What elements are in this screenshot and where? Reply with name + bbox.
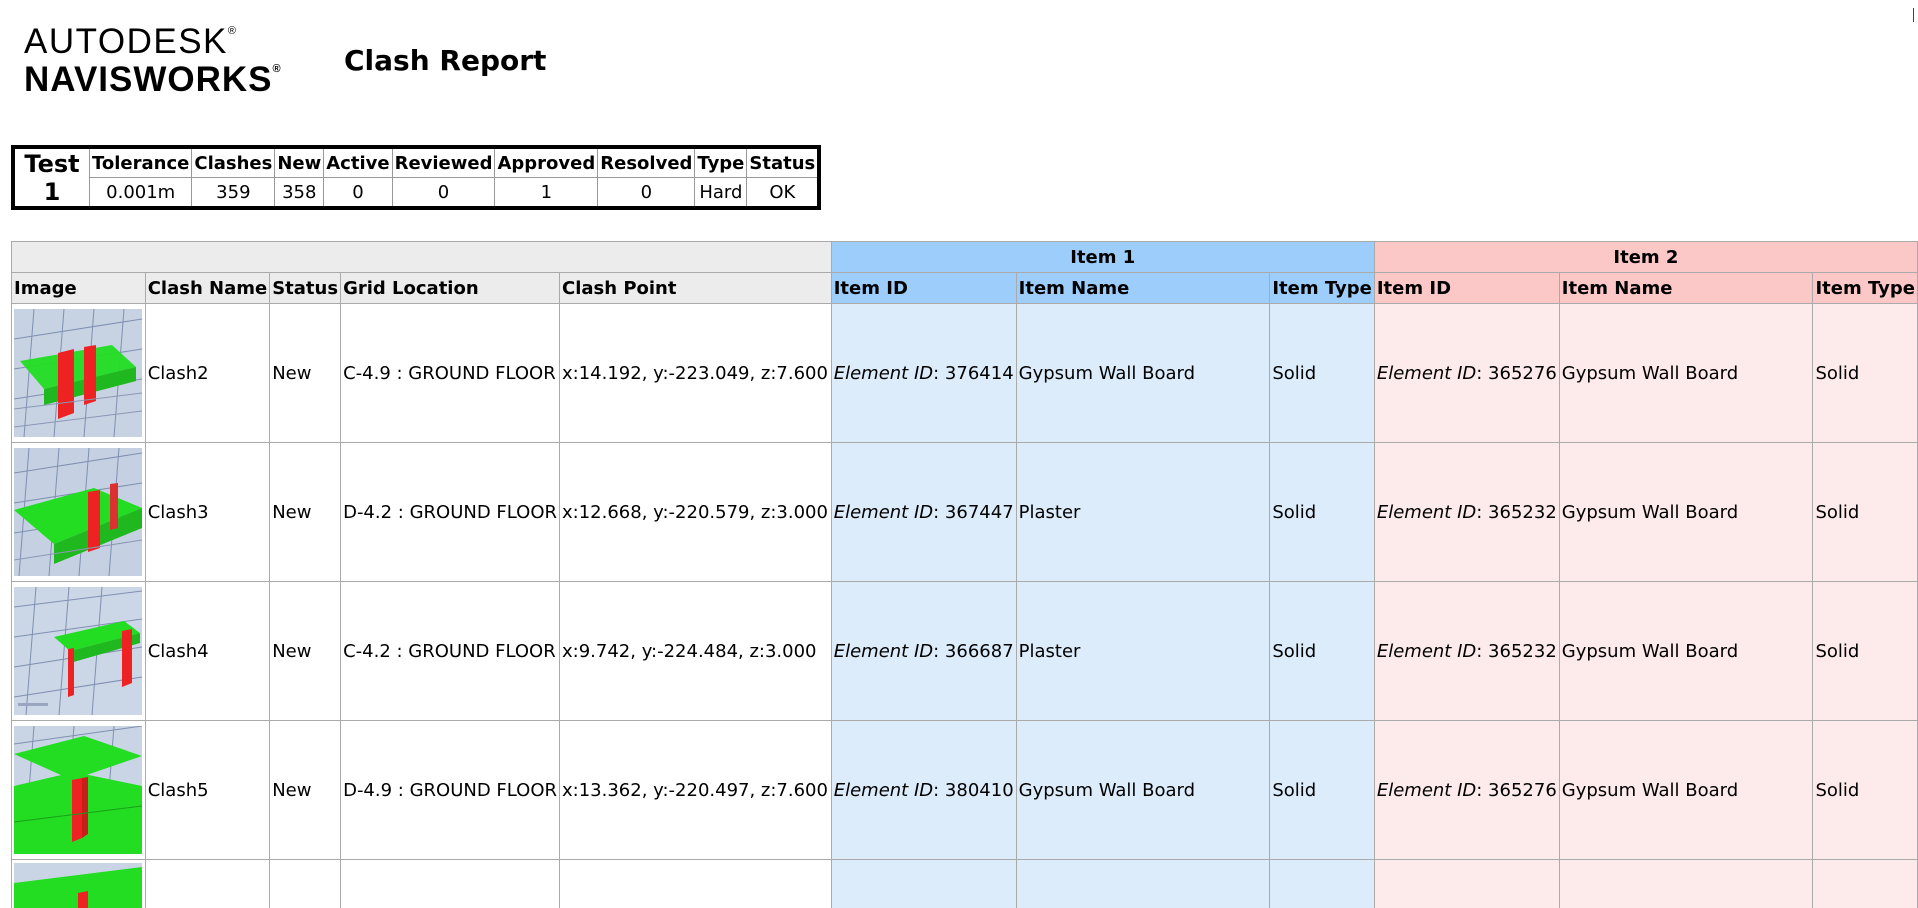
summary-header: Type (695, 147, 747, 178)
summary-value: 0 (598, 178, 695, 209)
item1-id: Element ID: 376414 (831, 304, 1016, 443)
item1-type: Solid (1270, 582, 1375, 721)
clash-image-cell (12, 304, 146, 443)
summary-header: New (275, 147, 324, 178)
clash-image-cell (12, 443, 146, 582)
col-header-clash-name: Clash Name (145, 273, 270, 304)
clash-name: Clash3 (145, 443, 270, 582)
element-id-label: Element ID (1376, 640, 1477, 662)
element-id-label: Element ID (1376, 362, 1477, 384)
column-header-row (12, 273, 1918, 304)
col-header-item1-type: Item Type (1270, 273, 1375, 304)
summary-value: Hard (695, 178, 747, 209)
item1-id: Element ID: 367447 (831, 443, 1016, 582)
table-row (12, 304, 1918, 443)
item1-name (1016, 860, 1270, 908)
item2-name (1559, 860, 1813, 908)
col-header-status: Status (270, 273, 341, 304)
clash-status: New (270, 721, 341, 860)
item1-type: Solid (1270, 443, 1375, 582)
item2-name: Gypsum Wall Board (1559, 721, 1813, 860)
grid-location (341, 860, 560, 908)
element-id-label: Element ID (833, 501, 934, 523)
clash-name: Clash5 (145, 721, 270, 860)
element-id-label: Element ID (1376, 501, 1477, 523)
clash-point: x:14.192, y:-223.049, z:7.600 (560, 304, 832, 443)
item2-type (1813, 860, 1918, 908)
clash-thumbnail-image[interactable] (14, 726, 142, 854)
clash-results-table (11, 241, 1918, 908)
element-id-label: Element ID (833, 640, 934, 662)
clash-thumbnail-image[interactable] (14, 863, 142, 908)
clash-point: x:13.362, y:-220.497, z:7.600 (560, 721, 832, 860)
item2-type: Solid (1813, 304, 1918, 443)
autodesk-navisworks-logo: AUTODESK® NAVISWORKS® (24, 22, 282, 99)
group-header-blank (12, 242, 832, 273)
clash-status: New (270, 304, 341, 443)
table-row (12, 860, 1918, 908)
summary-value: 0 (392, 178, 495, 209)
summary-value: 359 (192, 178, 275, 209)
item2-id: Element ID: 365232 (1374, 443, 1559, 582)
item2-name: Gypsum Wall Board (1559, 304, 1813, 443)
clash-point: x:12.668, y:-220.579, z:3.000 (560, 443, 832, 582)
summary-value: 358 (275, 178, 324, 209)
item1-name: Plaster (1016, 582, 1270, 721)
item2-name: Gypsum Wall Board (1559, 582, 1813, 721)
clash-name: Clash2 (145, 304, 270, 443)
col-header-clash-point: Clash Point (560, 273, 832, 304)
item1-id: Element ID: 366687 (831, 582, 1016, 721)
item1-name: Gypsum Wall Board (1016, 304, 1270, 443)
element-id-label: Element ID (833, 779, 934, 801)
item2-type: Solid (1813, 443, 1918, 582)
col-header-grid-location: Grid Location (341, 273, 560, 304)
clash-image-cell (12, 860, 146, 908)
clash-image-cell (12, 721, 146, 860)
summary-header: Resolved (598, 147, 695, 178)
item2-id: Element ID: 365276 (1374, 304, 1559, 443)
item2-id: Element ID: 365276 (1374, 721, 1559, 860)
clash-thumbnail-image[interactable] (14, 587, 142, 715)
col-header-item2-id: Item ID (1374, 273, 1559, 304)
summary-header: Tolerance (90, 147, 192, 178)
element-id-label: Element ID (833, 362, 934, 384)
summary-value: 0 (324, 178, 392, 209)
page-title: Clash Report (344, 44, 547, 77)
summary-header: Approved (495, 147, 598, 178)
clash-point (560, 860, 832, 908)
item1-type: Solid (1270, 304, 1375, 443)
clash-name (145, 860, 270, 908)
summary-header: Clashes (192, 147, 275, 178)
clash-status (270, 860, 341, 908)
item2-type: Solid (1813, 721, 1918, 860)
summary-header: Status (747, 147, 819, 178)
element-id-label: Element ID (1376, 779, 1477, 801)
test-name: Test 1 (13, 147, 90, 208)
grid-location: C-4.2 : GROUND FLOOR (341, 582, 560, 721)
table-row (12, 721, 1918, 860)
summary-header-row (13, 147, 819, 178)
group-header-row (12, 242, 1918, 273)
item2-type: Solid (1813, 582, 1918, 721)
col-header-image: Image (12, 273, 146, 304)
table-row (12, 582, 1918, 721)
summary-value: 1 (495, 178, 598, 209)
summary-value: 0.001m (90, 178, 192, 209)
clash-thumbnail-image[interactable] (14, 309, 142, 437)
item1-id: Element ID: 380410 (831, 721, 1016, 860)
clash-point: x:9.742, y:-224.484, z:3.000 (560, 582, 832, 721)
item1-name: Gypsum Wall Board (1016, 721, 1270, 860)
item1-type (1270, 860, 1375, 908)
item2-id: Element ID: 365232 (1374, 582, 1559, 721)
col-header-item2-type: Item Type (1813, 273, 1918, 304)
item1-type: Solid (1270, 721, 1375, 860)
item1-name: Plaster (1016, 443, 1270, 582)
summary-header: Active (324, 147, 392, 178)
item1-id (831, 860, 1016, 908)
col-header-item1-name: Item Name (1016, 273, 1270, 304)
item2-name: Gypsum Wall Board (1559, 443, 1813, 582)
col-header-item1-id: Item ID (831, 273, 1016, 304)
clash-thumbnail-image[interactable] (14, 448, 142, 576)
grid-location: D-4.9 : GROUND FLOOR (341, 721, 560, 860)
scrollbar-marker[interactable] (1913, 8, 1914, 22)
clash-name: Clash4 (145, 582, 270, 721)
col-header-item2-name: Item Name (1559, 273, 1813, 304)
clash-status: New (270, 443, 341, 582)
table-row (12, 443, 1918, 582)
summary-header: Reviewed (392, 147, 495, 178)
item2-id (1374, 860, 1559, 908)
summary-value: OK (747, 178, 819, 209)
test-summary-table (11, 145, 821, 210)
grid-location: D-4.2 : GROUND FLOOR (341, 443, 560, 582)
group-header-item1: Item 1 (831, 242, 1374, 273)
group-header-item2: Item 2 (1374, 242, 1917, 273)
clash-image-cell (12, 582, 146, 721)
summary-value-row (13, 178, 819, 209)
clash-status: New (270, 582, 341, 721)
grid-location: C-4.9 : GROUND FLOOR (341, 304, 560, 443)
